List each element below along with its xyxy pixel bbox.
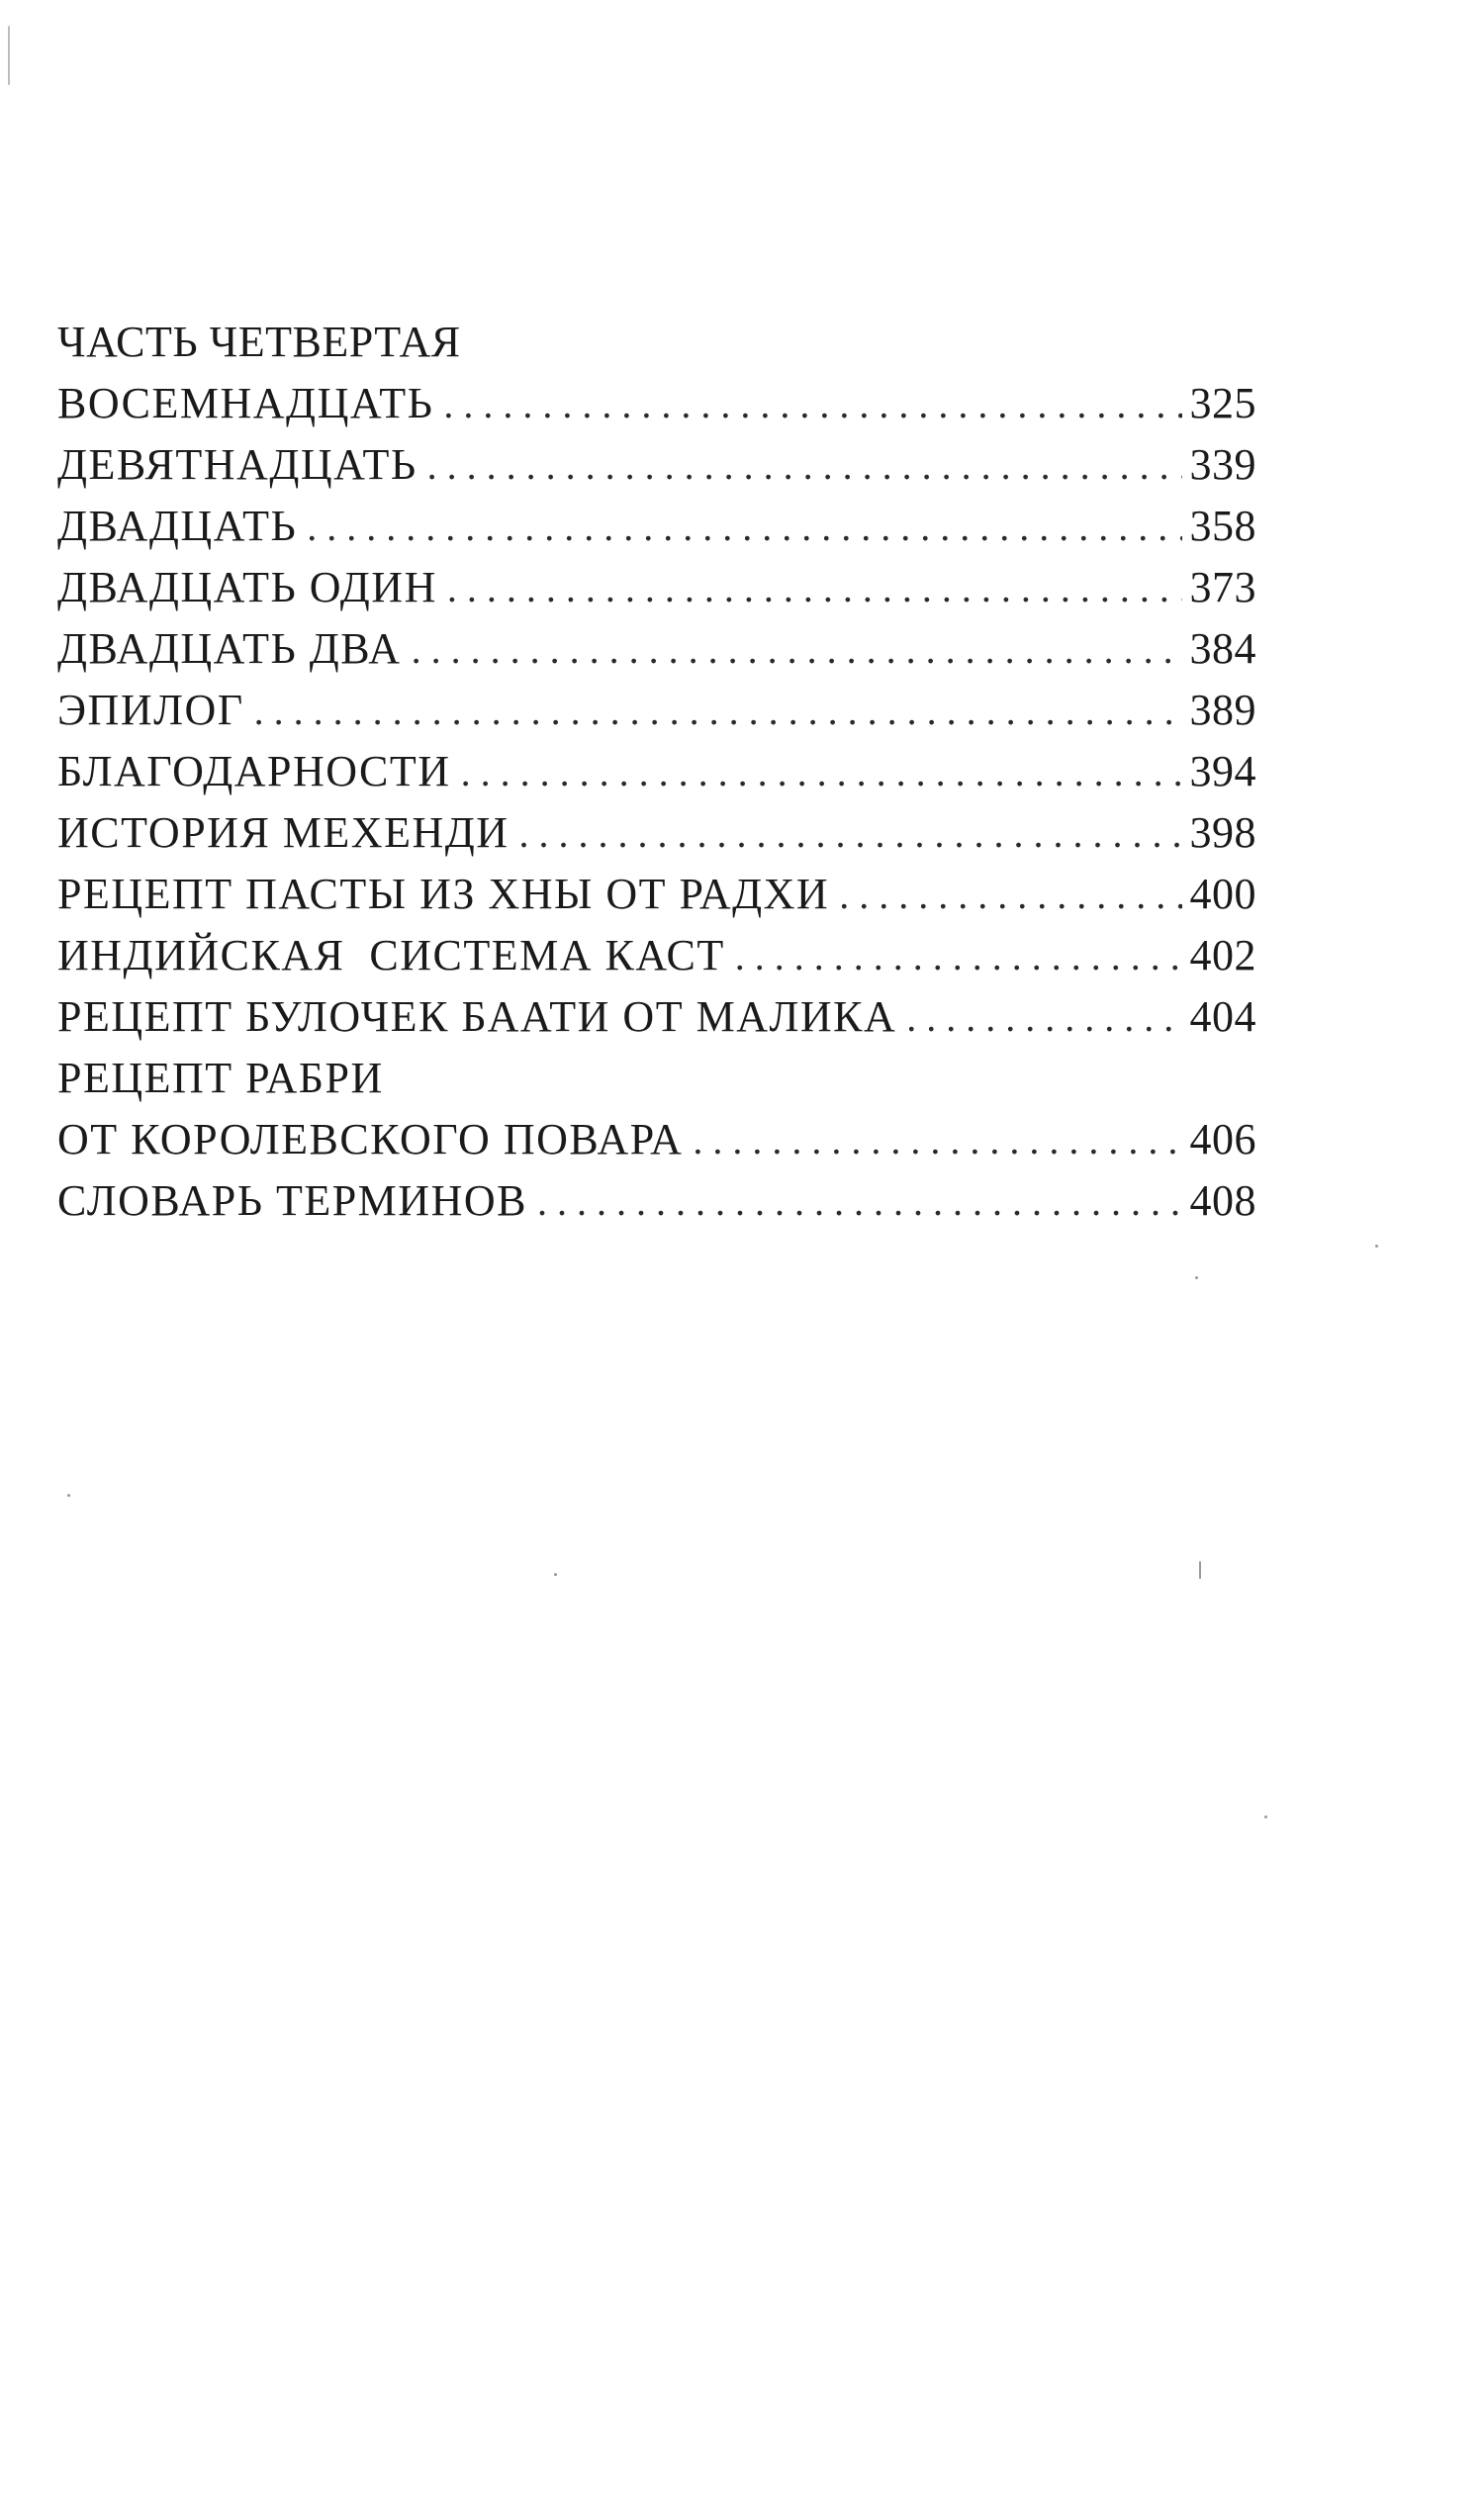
toc-entry <box>57 557 1256 618</box>
dot-leader <box>412 619 1182 681</box>
dot-leader <box>307 497 1181 558</box>
dot-leader <box>906 987 1181 1049</box>
scan-speck <box>67 1494 70 1497</box>
toc-entry <box>57 618 1256 680</box>
scan-speck <box>1375 1245 1378 1248</box>
toc-entry <box>57 802 1256 864</box>
toc-entry <box>57 1109 1256 1170</box>
toc-entry-page: 394 <box>1189 747 1256 795</box>
toc-entry-page: 358 <box>1189 502 1256 550</box>
toc-entry-page: 402 <box>1189 931 1256 979</box>
toc-entry-label: ДВАДЦАТЬ <box>57 502 298 550</box>
dot-leader <box>443 374 1181 435</box>
toc-entry-page: 400 <box>1189 870 1256 918</box>
dot-leader <box>519 803 1182 865</box>
scan-speck <box>554 1573 557 1576</box>
table-of-contents <box>57 312 1256 1232</box>
toc-entry <box>57 373 1256 434</box>
part-title: ЧАСТЬ ЧЕТВЕРТАЯ <box>57 318 461 366</box>
toc-entry-label: ИСТОРИЯ МЕХЕНДИ <box>57 808 510 857</box>
toc-entry-label: ЭПИЛОГ <box>57 686 244 734</box>
dot-leader <box>254 681 1182 742</box>
dot-leader <box>537 1171 1182 1233</box>
dot-leader <box>447 558 1182 619</box>
toc-entry-label: БЛАГОДАРНОСТИ <box>57 747 451 795</box>
toc-entry-page: 373 <box>1189 563 1256 611</box>
toc-entry <box>57 434 1256 496</box>
toc-entry <box>57 925 1256 986</box>
toc-entry-page: 325 <box>1189 379 1256 427</box>
dot-leader <box>427 435 1182 497</box>
dot-leader <box>693 1110 1181 1171</box>
toc-entry-page: 404 <box>1189 992 1256 1041</box>
toc-entry-label: РЕЦЕПТ ПАСТЫ ИЗ ХНЫ ОТ РАДХИ <box>57 870 830 918</box>
toc-entry <box>57 1170 1256 1232</box>
scan-speck <box>1199 1561 1201 1579</box>
toc-entry-label: ИНДИЙСКАЯ СИСТЕМА КАСТ <box>57 931 725 979</box>
scan-speck <box>1264 1815 1267 1818</box>
toc-entry-label: РЕЦЕПТ БУЛОЧЕК БААТИ ОТ МАЛИКА <box>57 992 897 1041</box>
toc-entry <box>57 986 1256 1048</box>
toc-entry-label: ОТ КОРОЛЕВСКОГО ПОВАРА <box>57 1115 684 1163</box>
toc-entry-page: 339 <box>1189 440 1256 489</box>
toc-entry-label-first-line: РЕЦЕПТ РАБРИ <box>57 1054 384 1102</box>
toc-entry <box>57 496 1256 557</box>
toc-entry-label: ДЕВЯТНАДЦАТЬ <box>57 440 417 489</box>
scan-speck <box>8 26 10 85</box>
toc-entry <box>57 741 1256 802</box>
toc-entry-label: ВОСЕМНАДЦАТЬ <box>57 379 434 427</box>
dot-leader <box>735 926 1182 987</box>
toc-entry-label: ДВАДЦАТЬ ДВА <box>57 624 402 673</box>
toc-entry <box>57 864 1256 925</box>
scan-speck <box>1195 1276 1198 1279</box>
toc-entry-label: СЛОВАРЬ ТЕРМИНОВ <box>57 1176 527 1225</box>
toc-entry <box>57 680 1256 741</box>
toc-entry-label: ДВАДЦАТЬ ОДИН <box>57 563 437 611</box>
dot-leader <box>839 865 1181 926</box>
toc-entry-page: 389 <box>1189 686 1256 734</box>
toc-entry-page: 384 <box>1189 624 1256 673</box>
toc-entry-page: 398 <box>1189 808 1256 857</box>
toc-entry-page: 408 <box>1189 1176 1256 1225</box>
dot-leader <box>461 742 1182 803</box>
toc-entry-page: 406 <box>1189 1115 1256 1163</box>
